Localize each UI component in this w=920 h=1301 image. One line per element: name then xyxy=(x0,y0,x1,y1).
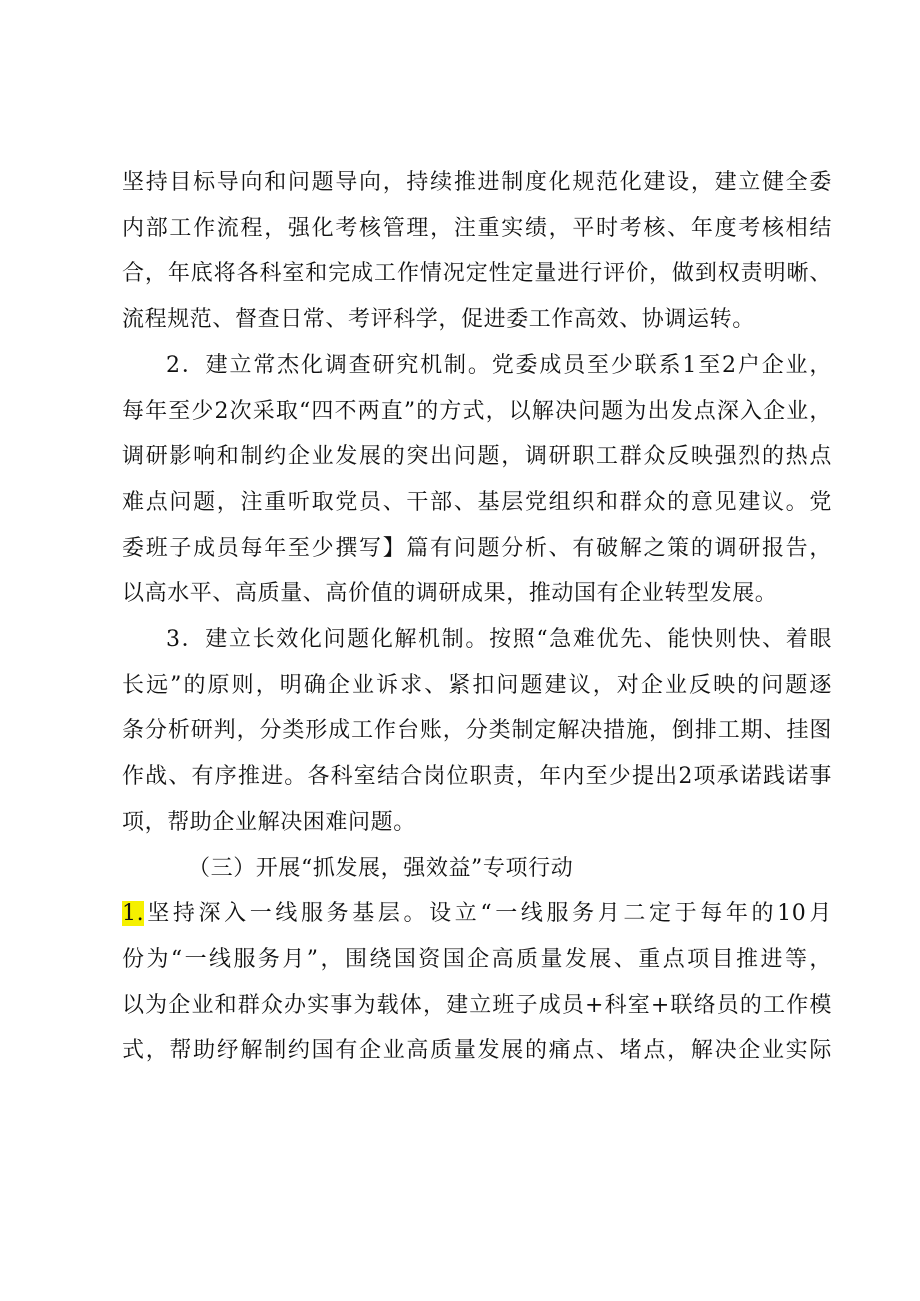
text-line: 份为“一线服务月”，围绕国资国企高质量发展、重点项目推进等， xyxy=(122,946,832,972)
text-span: 坚持深入一线服务基层。设立“一线服务月二定于每年的10月 xyxy=(144,901,832,927)
text-line: 项，帮助企业解决困难问题。 xyxy=(122,809,416,835)
paragraph-3 xyxy=(122,617,832,846)
text-line: 式，帮助纾解制约国有企业高质量发展的痛点、堵点，解决企业实际 xyxy=(122,1038,832,1064)
text-line: 3．建立长效化问题化解机制。按照“急难优先、能快则快、着眼 xyxy=(166,627,832,653)
text-line: 每年至少2次采取“四不两直”的方式，以解决问题为出发点深入企业， xyxy=(122,398,832,424)
text-line: 条分析研判，分类形成工作台账，分类制定解决措施，倒排工期、挂图 xyxy=(122,718,832,744)
text-line: 长远”的原则，明确企业诉求、紧扣问题建议，对企业反映的问题逐 xyxy=(122,672,832,698)
text-line xyxy=(122,891,832,937)
paragraph-2 xyxy=(122,343,832,617)
text-line: 以高水平、高质量、高价值的调研成果，推动国有企业转型发展。 xyxy=(122,581,778,607)
text-line: 2．建立常杰化调查研究机制。党委成员至少联系1至2户企业， xyxy=(166,352,832,378)
text-line: 难点问题，注重听取党员、干部、基层党组织和群众的意见建议。党 xyxy=(122,489,832,515)
text-line: 作战、有序推进。各科室结合岗位职责，年内至少提出2项承诺践诺事 xyxy=(122,764,832,790)
highlighted-number: 1. xyxy=(122,901,145,927)
document-body xyxy=(122,160,832,1074)
text-line: 流程规范、督查日常、考评科学，促进委工作高效、协调运转。 xyxy=(122,307,755,333)
paragraph-4 xyxy=(122,891,832,1074)
text-line: 以为企业和群众办实事为载体，建立班子成员+科室+联络员的工作模 xyxy=(122,992,832,1018)
text-line: 合，年底将各科室和完成工作情况定性定量进行评价，做到权责明晰、 xyxy=(122,261,832,287)
paragraph-1 xyxy=(122,160,832,343)
text-line: 内部工作流程，强化考核管理，注重实绩，平时考核、年度考核相结 xyxy=(122,215,832,241)
text-line: 坚持目标导向和问题导向，持续推进制度化规范化建设，建立健全委 xyxy=(122,170,832,195)
section-heading: （三）开展“抓发展，强效益”专项行动 xyxy=(188,855,574,881)
text-line: 委班子成员每年至少撰写】篇有问题分析、有破解之策的调研报告， xyxy=(122,535,832,561)
text-line: 调研影响和制约企业发展的突出问题，调研职工群众反映强烈的热点 xyxy=(122,444,832,470)
